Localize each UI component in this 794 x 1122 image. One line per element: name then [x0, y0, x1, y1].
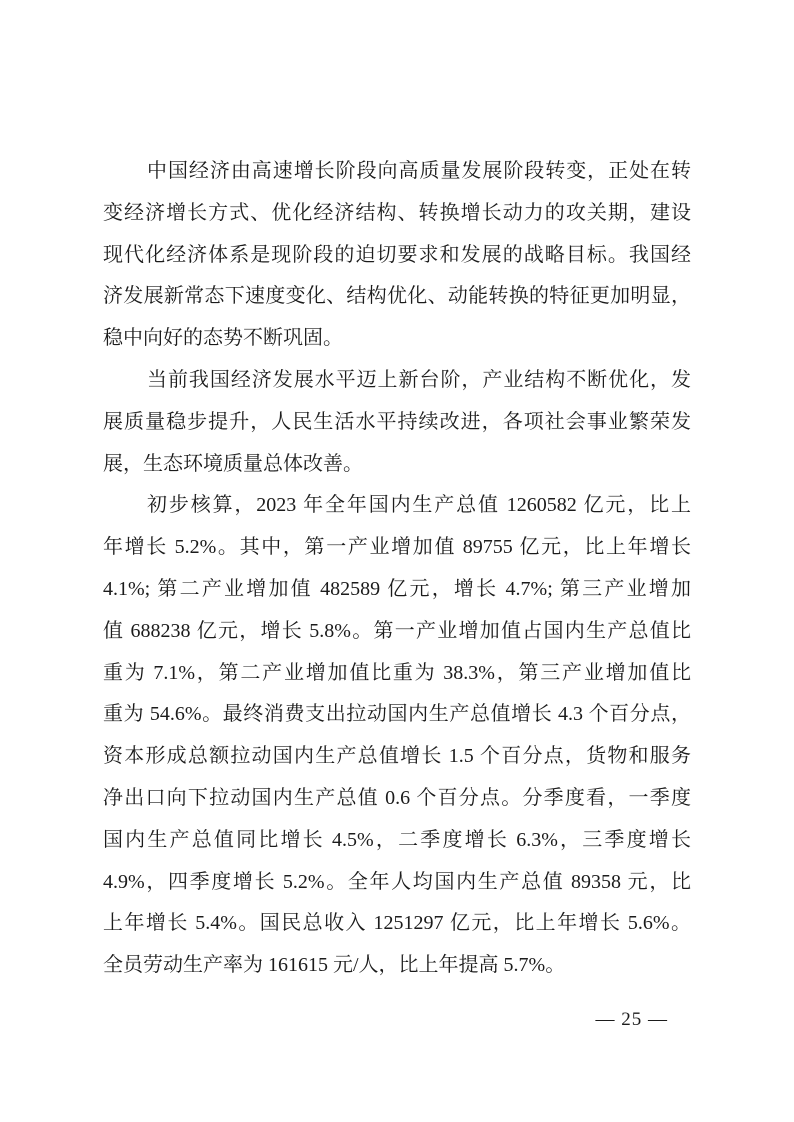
text-line: 全员劳动生产率为 161615 元/人，比上年提高 5.7%。: [103, 954, 566, 977]
text-line: 当前我国经济发展水平迈上新台阶，产业结构不断优化，发: [147, 368, 691, 391]
text-line: 初步核算，2023 年全年国内生产总值 1260582 亿元，比上: [147, 494, 691, 517]
document-body: [103, 151, 691, 987]
text-line: 年增长 5.2%。其中，第一产业增加值 89755 亿元，比上年增长: [103, 536, 691, 559]
text-line: 现代化经济体系是现阶段的迫切要求和发展的战略目标。我国经: [103, 243, 691, 266]
text-line: 重为 7.1%，第二产业增加值比重为 38.3%，第三产业增加值比: [103, 661, 691, 684]
text-line: 济发展新常态下速度变化、结构优化、动能转换的特征更加明显，: [103, 285, 691, 308]
text-line: 国内生产总值同比增长 4.5%，二季度增长 6.3%，三季度增长: [103, 828, 691, 851]
text-line: 4.1%; 第二产业增加值 482589 亿元，增长 4.7%; 第三产业增加: [103, 577, 691, 600]
text-line: 中国经济由高速增长阶段向高质量发展阶段转变，正处在转: [147, 160, 691, 182]
text-line: 重为 54.6%。最终消费支出拉动国内生产总值增长 4.3 个百分点，: [103, 703, 691, 726]
text-line: 净出口向下拉动国内生产总值 0.6 个百分点。分季度看，一季度: [103, 786, 691, 809]
text-line: 值 688238 亿元，增长 5.8%。第一产业增加值占国内生产总值比: [103, 619, 691, 642]
text-line: 展，生态环境质量总体改善。: [103, 452, 363, 475]
text-line: 上年增长 5.4%。国民总收入 1251297 亿元，比上年增长 5.6%。: [103, 912, 691, 935]
text-line: 4.9%，四季度增长 5.2%。全年人均国内生产总值 89358 元，比: [103, 870, 691, 893]
text-line: 变经济增长方式、优化经济结构、转换增长动力的攻关期，建设: [103, 201, 691, 224]
page-number: — 25 —: [595, 1009, 668, 1030]
text-line: 展质量稳步提升，人民生活水平持续改进，各项社会事业繁荣发: [103, 410, 691, 433]
text-line: 稳中向好的态势不断巩固。: [103, 327, 343, 350]
text-line: 资本形成总额拉动国内生产总值增长 1.5 个百分点，货物和服务: [103, 745, 691, 768]
